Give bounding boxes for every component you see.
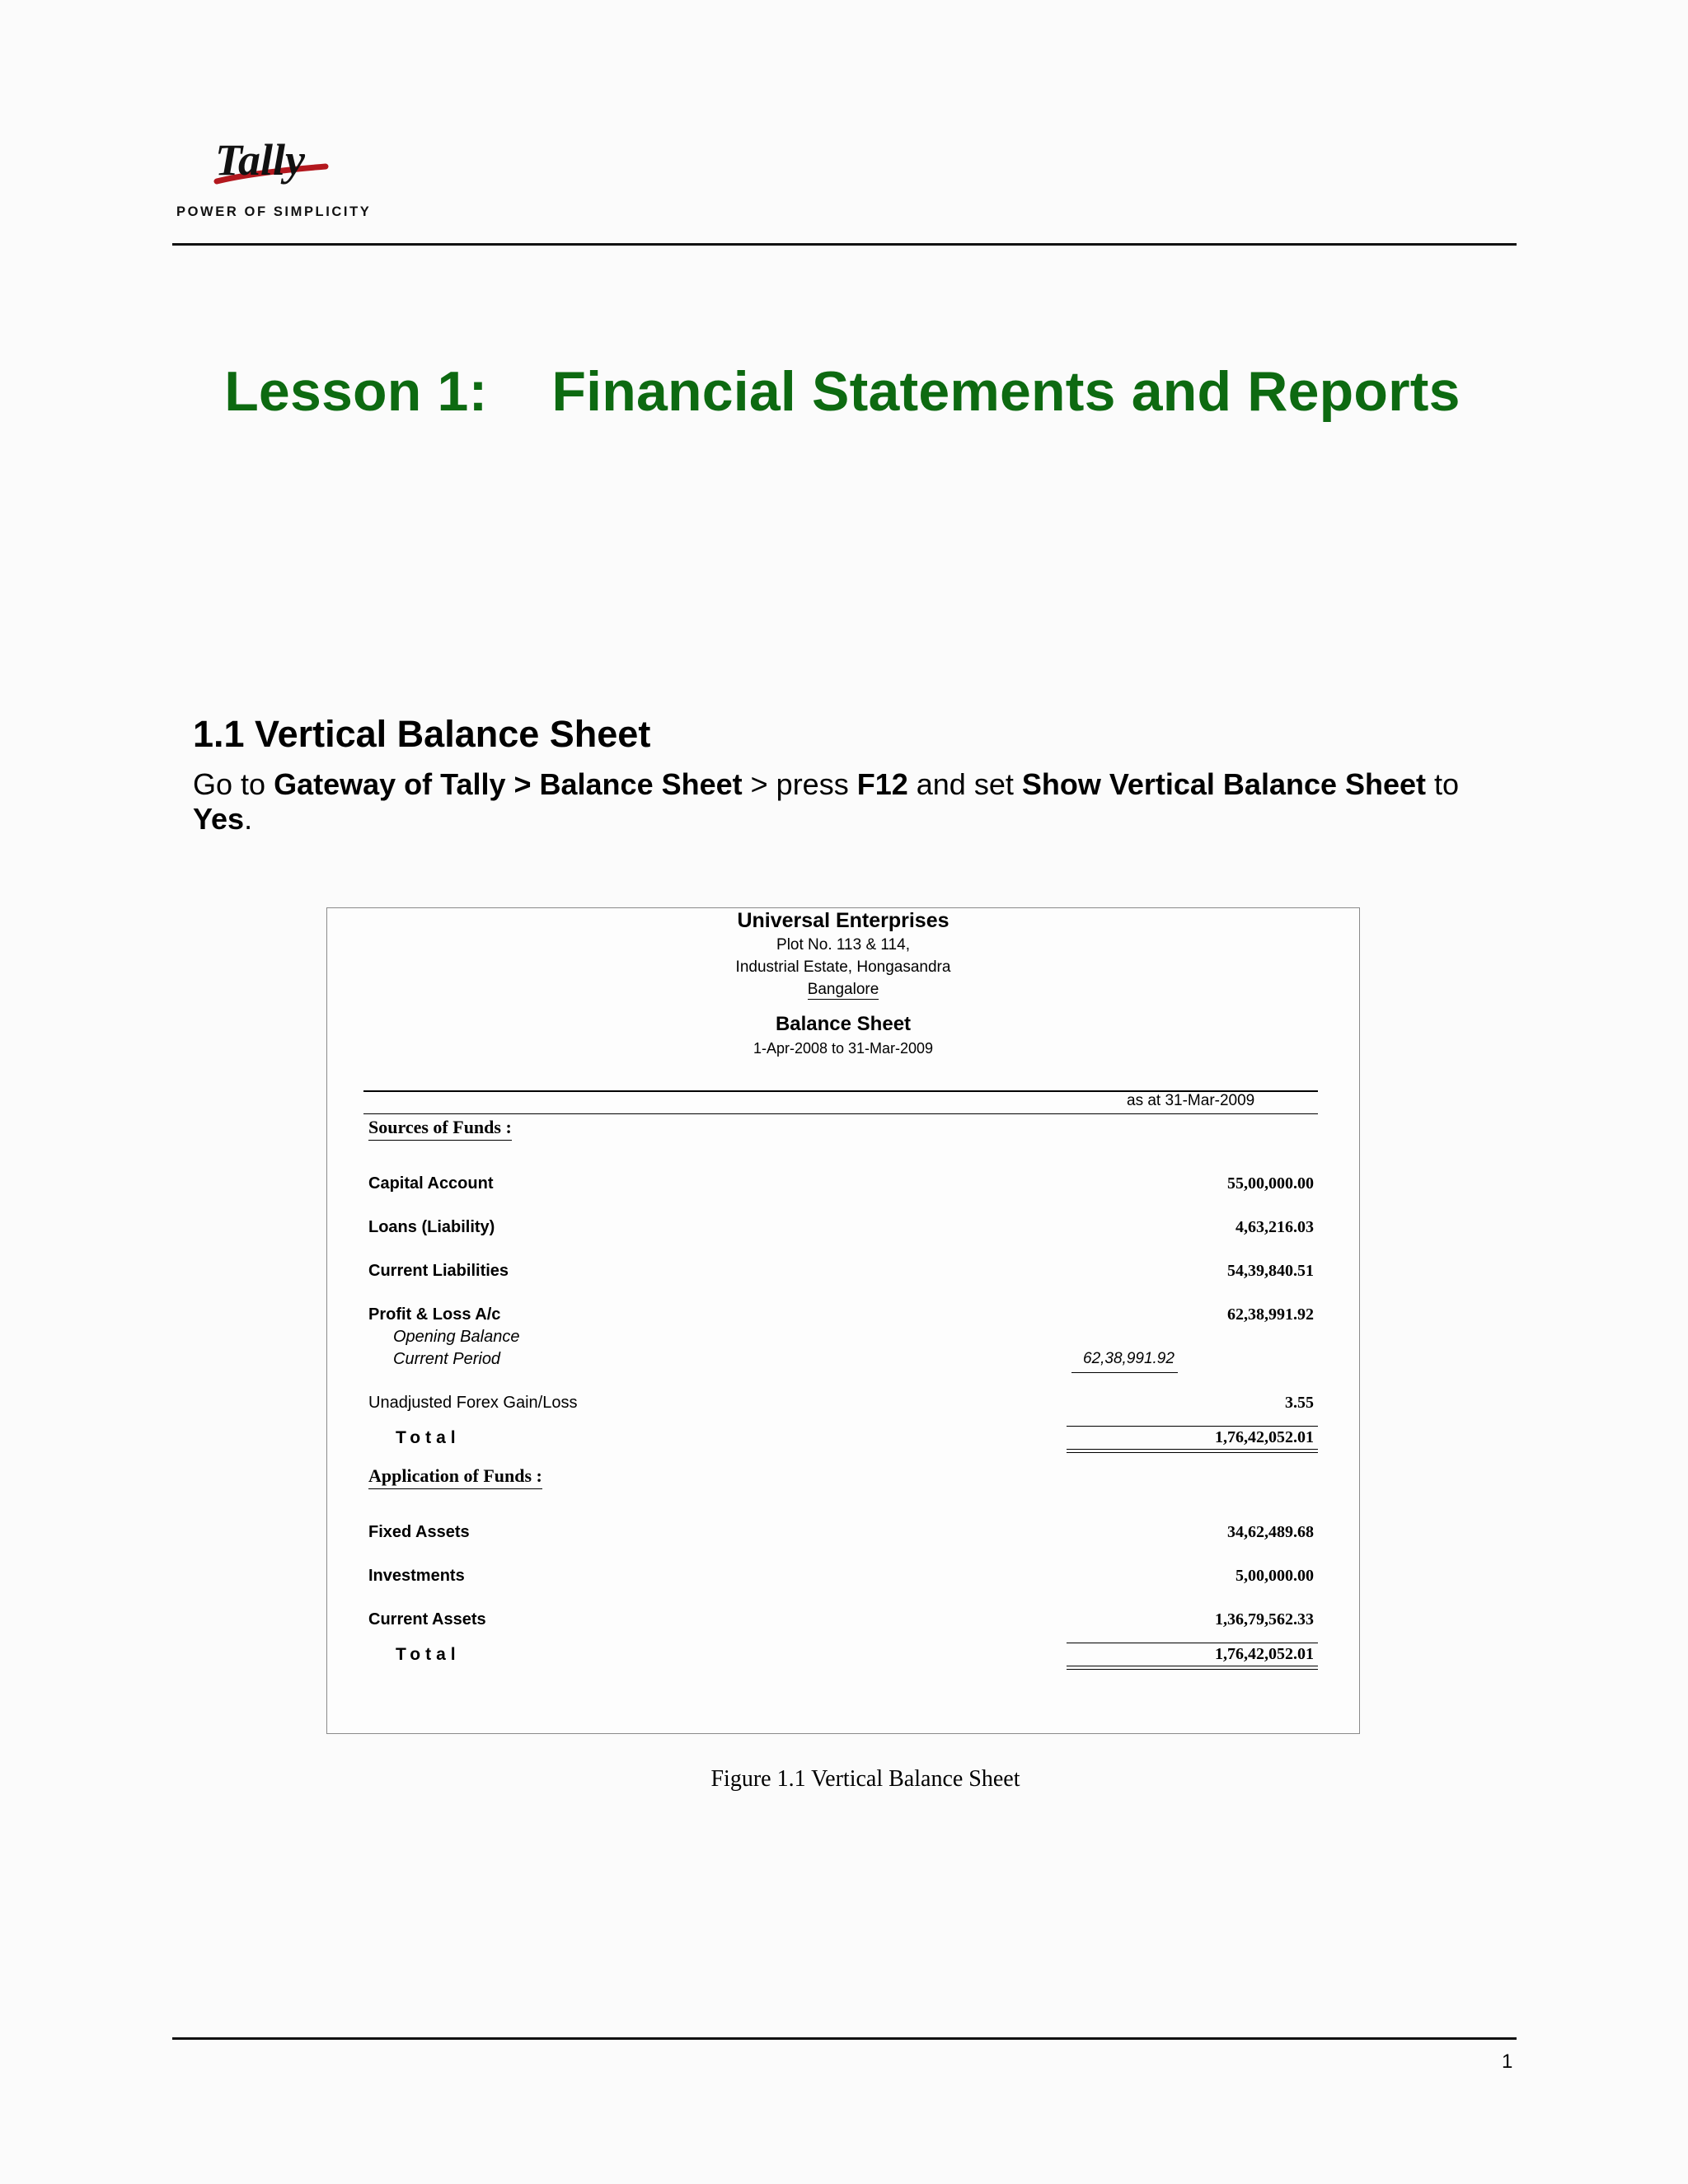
row-label-profit-loss: Profit & Loss A/c [368,1305,501,1324]
row-label-current-liabilities: Current Liabilities [368,1262,509,1280]
report-period: 1-Apr-2008 to 31-Mar-2009 [753,1040,934,1057]
total-label-application: Total [396,1645,461,1664]
total-top-rule-sources [1067,1426,1318,1427]
logo-tagline: POWER OF SIMPLICITY [176,204,372,219]
row-label-investments: Investments [368,1567,465,1585]
row-label-capital: Capital Account [368,1174,494,1193]
total-double-rule-sources [1067,1449,1318,1453]
company-name: Universal Enterprises [737,909,950,932]
row-amount-current-liabilities: 54,39,840.51 [1227,1262,1314,1280]
subtotal-rule [1071,1372,1178,1373]
total-amount-sources: 1,76,42,052.01 [1215,1428,1314,1446]
tally-logo-graphic [210,134,334,199]
row-label-loans: Loans (Liability) [368,1218,495,1236]
section-heading: 1.1 Vertical Balance Sheet [193,713,651,755]
column-header: as at 31-Mar-2009 [1127,1092,1255,1109]
total-label-sources: Total [396,1428,461,1447]
total-amount-application: 1,76,42,052.01 [1215,1645,1314,1663]
lesson-title [193,295,1461,424]
row-amount-current-period: 62,38,991.92 [1083,1350,1175,1367]
address-line-1: Plot No. 113 & 114, [776,936,910,954]
lesson-name: Financial Statements and Reports [551,360,1461,423]
row-amount-forex: 3.55 [1285,1394,1314,1412]
row-label-forex: Unadjusted Forex Gain/Loss [368,1394,578,1412]
report-title: Balance Sheet [775,1013,912,1035]
address-line-2: Industrial Estate, Hongasandra [735,958,951,976]
lesson-number: Lesson 1: [224,360,488,423]
row-label-current-period: Current Period [393,1350,501,1368]
row-amount-investments: 5,00,000.00 [1236,1567,1314,1585]
footer-rule [172,2037,1517,2040]
total-double-rule-application [1067,1666,1318,1670]
row-label-opening-balance: Opening Balance [393,1328,520,1346]
row-amount-loans: 4,63,216.03 [1236,1218,1314,1236]
row-amount-profit-loss: 62,38,991.92 [1227,1305,1314,1324]
instruction-text: Go to Gateway of Tally > Balance Sheet > press F12 and set Show Vertical Balance Sheet to Yes. [193,767,1460,836]
row-amount-fixed-assets: 34,62,489.68 [1227,1523,1314,1541]
address-line-3: Bangalore [807,981,879,998]
row-amount-capital: 55,00,000.00 [1227,1174,1314,1193]
row-label-current-assets: Current Assets [368,1610,486,1629]
sources-heading: Sources of Funds : [368,1117,512,1138]
figure-caption: Figure 1.1 Vertical Balance Sheet [710,1766,1020,1792]
tally-logo [210,134,334,199]
row-label-fixed-assets: Fixed Assets [368,1523,470,1541]
page-number: 1 [1502,2050,1513,2073]
application-heading: Application of Funds : [368,1465,542,1487]
row-amount-current-assets: 1,36,79,562.33 [1215,1610,1314,1629]
column-header-rule [363,1113,1318,1114]
logo-wordmark: Tally [215,135,306,185]
header-rule [172,243,1517,246]
